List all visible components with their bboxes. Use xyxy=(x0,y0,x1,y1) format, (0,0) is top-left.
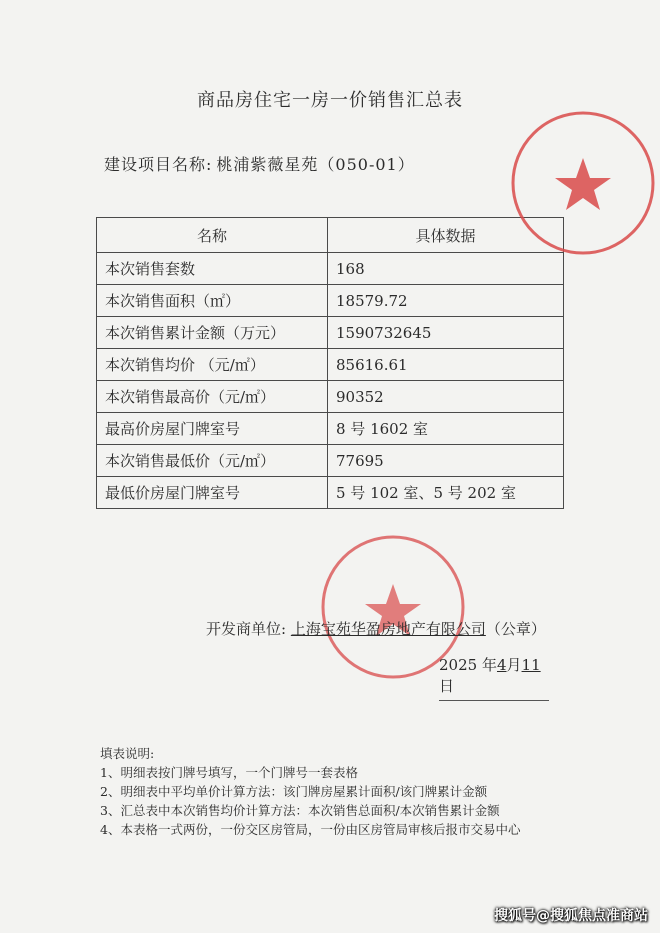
instructions xyxy=(100,744,520,839)
table-row xyxy=(97,445,564,477)
developer-company: 上海宝苑华盈房地产有限公司 xyxy=(290,620,486,638)
row-value: 77695 xyxy=(328,445,564,477)
row-label: 本次销售面积（㎡） xyxy=(97,285,328,317)
developer-label: 开发商单位: xyxy=(206,620,287,638)
project-name: 桃浦紫薇星苑（050-01） xyxy=(216,155,415,174)
date-month: 4 xyxy=(496,656,507,674)
header-name: 名称 xyxy=(97,218,328,253)
sales-summary-table xyxy=(96,217,564,509)
instruction-item: 2、明细表中平均单价计算方法：该门牌房屋累计面积/该门牌累计金额 xyxy=(100,784,488,799)
date-year: 2025 xyxy=(439,656,478,674)
project-line xyxy=(104,152,415,175)
table-header-row xyxy=(97,218,564,253)
row-value: 1590732645 xyxy=(328,317,564,349)
instruction-item: 3、汇总表中本次销售均价计算方法：本次销售总面积/本次销售累计金额 xyxy=(100,803,500,818)
row-value: 168 xyxy=(328,253,564,285)
project-label: 建设项目名称: xyxy=(104,155,213,174)
sign-date xyxy=(439,654,549,701)
document-title: 商品房住宅一房一价销售汇总表 xyxy=(197,90,463,111)
table-row xyxy=(97,349,564,381)
row-label: 本次销售最低价（元/㎡） xyxy=(97,445,328,477)
row-label: 本次销售累计金额（万元） xyxy=(97,317,328,349)
watermark: 搜狐号@搜狐焦点准商站 xyxy=(494,908,648,924)
row-value: 8 号 1602 室 xyxy=(328,413,564,445)
instruction-item: 4、本表格一式两份，一份交区房管局，一份由区房管局审核后报市交易中心 xyxy=(100,822,521,837)
row-label: 最低价房屋门牌室号 xyxy=(97,477,328,509)
date-day-unit: 日 xyxy=(439,677,455,695)
row-value: 85616.61 xyxy=(328,349,564,381)
row-value: 5 号 102 室、5 号 202 室 xyxy=(328,477,564,509)
official-seal-stamp xyxy=(508,108,658,258)
table-row xyxy=(97,317,564,349)
date-day: 11 xyxy=(521,656,541,674)
instruction-item: 1、明细表按门牌号填写，一个门牌号一套表格 xyxy=(100,765,358,780)
table-row xyxy=(97,381,564,413)
date-year-unit: 年 xyxy=(481,656,497,674)
row-label: 最高价房屋门牌室号 xyxy=(97,413,328,445)
row-label: 本次销售均价 （元/㎡） xyxy=(97,349,328,381)
table-row xyxy=(97,477,564,509)
row-label: 本次销售套数 xyxy=(97,253,328,285)
row-value: 18579.72 xyxy=(328,285,564,317)
seal-note: （公章） xyxy=(485,620,546,638)
instructions-heading: 填表说明: xyxy=(100,746,155,761)
table-row xyxy=(97,253,564,285)
developer-line xyxy=(206,618,546,639)
table-row xyxy=(97,413,564,445)
table-row xyxy=(97,285,564,317)
date-month-unit: 月 xyxy=(506,656,522,674)
row-value: 90352 xyxy=(328,381,564,413)
row-label: 本次销售最高价（元/㎡） xyxy=(97,381,328,413)
header-value: 具体数据 xyxy=(328,218,564,253)
